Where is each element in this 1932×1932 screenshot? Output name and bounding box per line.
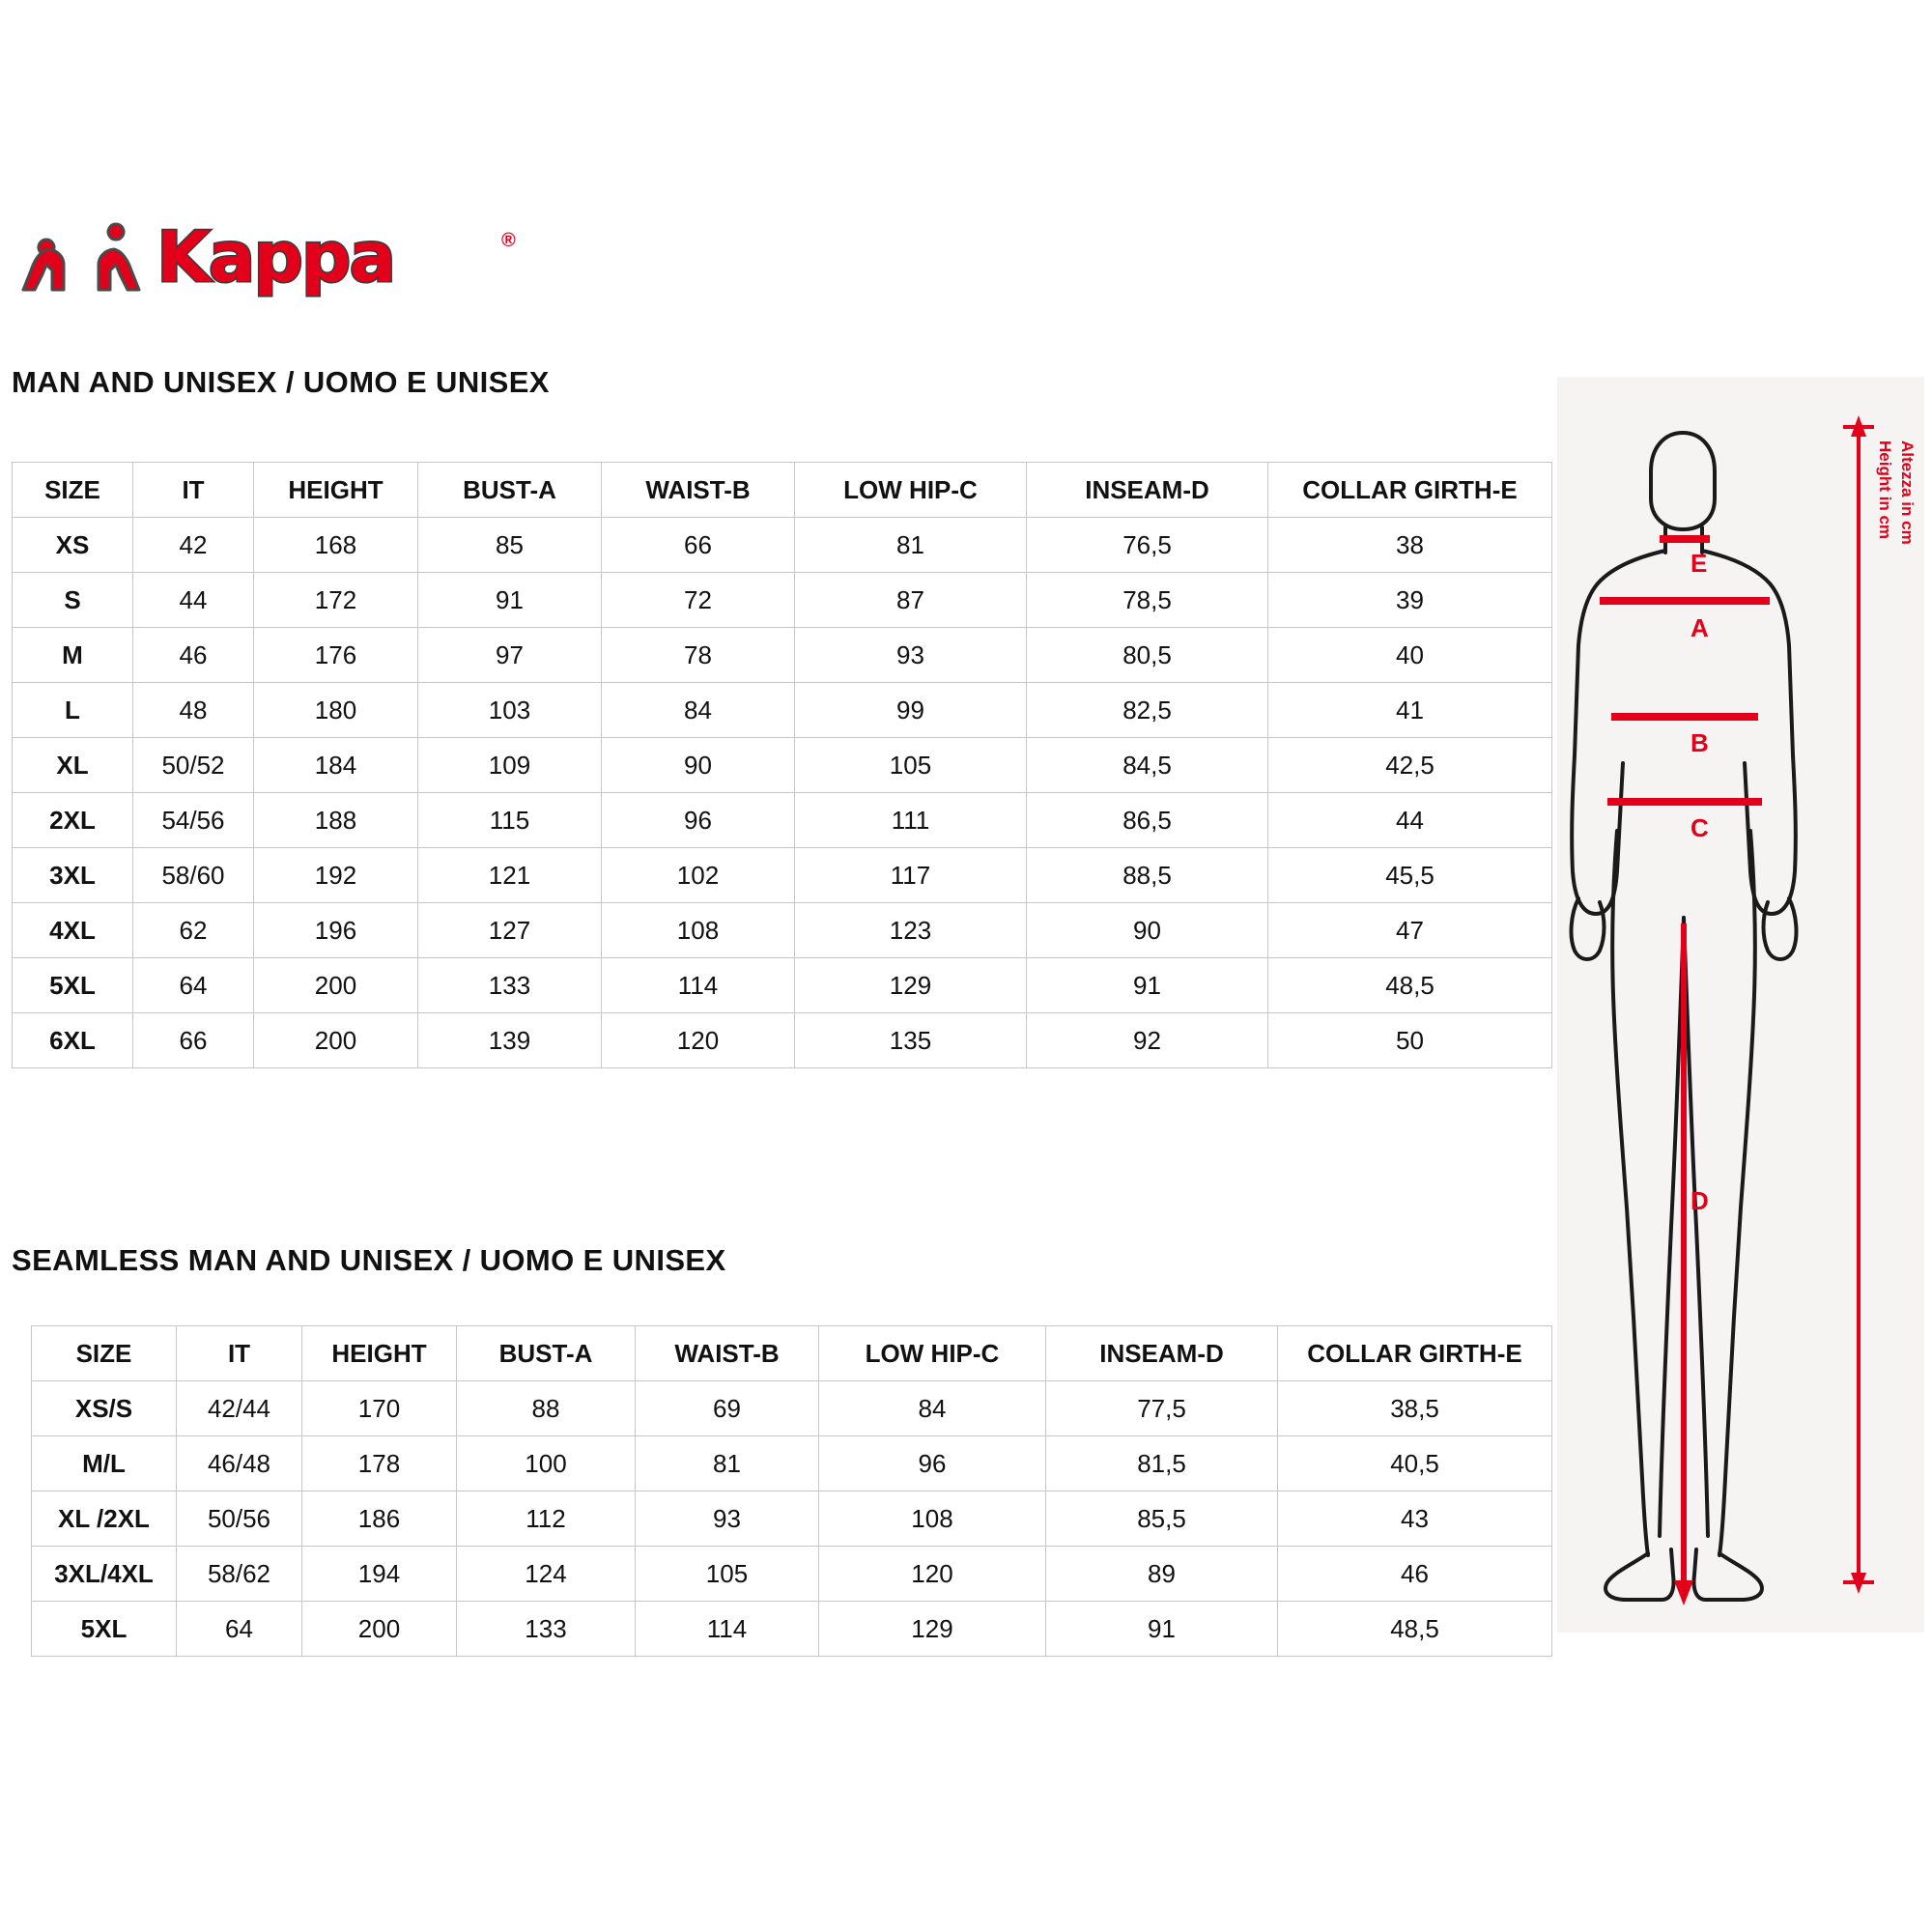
cell-low-hip: 96	[819, 1436, 1046, 1492]
cell-waist: 72	[602, 573, 795, 628]
cell-it: 54/56	[133, 793, 254, 848]
cell-size: 5XL	[13, 958, 133, 1013]
cell-low-hip: 99	[795, 683, 1027, 738]
cell-low-hip: 129	[819, 1602, 1046, 1657]
cell-waist: 78	[602, 628, 795, 683]
cell-size: S	[13, 573, 133, 628]
cell-it: 48	[133, 683, 254, 738]
height-axis-label-it: Altezza in cm	[1898, 440, 1917, 545]
table-row	[13, 628, 1552, 683]
kappa-omini-logo-icon	[14, 220, 149, 294]
cell-low-hip: 129	[795, 958, 1027, 1013]
cell-bust: 109	[418, 738, 602, 793]
size-table-man	[12, 462, 1552, 1068]
cell-it: 46	[133, 628, 254, 683]
column-header: BUST-A	[418, 463, 602, 518]
cell-low-hip: 117	[795, 848, 1027, 903]
cell-inseam: 88,5	[1027, 848, 1268, 903]
table-row	[13, 848, 1552, 903]
column-header: SIZE	[32, 1326, 177, 1381]
cell-inseam: 81,5	[1046, 1436, 1278, 1492]
cell-it: 44	[133, 573, 254, 628]
cell-bust: 103	[418, 683, 602, 738]
cell-size: 3XL/4XL	[32, 1547, 177, 1602]
cell-it: 42/44	[177, 1381, 302, 1436]
cell-height: 196	[254, 903, 418, 958]
cell-inseam: 91	[1027, 958, 1268, 1013]
cell-height: 200	[302, 1602, 457, 1657]
cell-bust: 112	[457, 1492, 636, 1547]
cell-waist: 93	[636, 1492, 819, 1547]
cell-it: 50/56	[177, 1492, 302, 1547]
cell-it: 42	[133, 518, 254, 573]
cell-collar: 48,5	[1278, 1602, 1552, 1657]
cell-collar: 39	[1268, 573, 1552, 628]
column-header: LOW HIP-C	[819, 1326, 1046, 1381]
cell-waist: 102	[602, 848, 795, 903]
cell-inseam: 76,5	[1027, 518, 1268, 573]
cell-size: M	[13, 628, 133, 683]
cell-it: 66	[133, 1013, 254, 1068]
brand-logo	[14, 214, 535, 301]
table-row	[32, 1381, 1552, 1436]
table-row	[13, 1013, 1552, 1068]
cell-size: M/L	[32, 1436, 177, 1492]
cell-waist: 84	[602, 683, 795, 738]
column-header: COLLAR GIRTH-E	[1278, 1326, 1552, 1381]
male-body-measurement-diagram-icon	[1557, 377, 1924, 1633]
cell-it: 58/62	[177, 1547, 302, 1602]
column-header: WAIST-B	[602, 463, 795, 518]
cell-inseam: 86,5	[1027, 793, 1268, 848]
cell-bust: 100	[457, 1436, 636, 1492]
table-row	[32, 1547, 1552, 1602]
cell-waist: 120	[602, 1013, 795, 1068]
section-title-man: MAN AND UNISEX / UOMO E UNISEX	[12, 365, 550, 399]
marker-label-b: B	[1690, 728, 1709, 757]
column-header: SIZE	[13, 463, 133, 518]
table-row	[13, 573, 1552, 628]
cell-bust: 127	[418, 903, 602, 958]
cell-height: 170	[302, 1381, 457, 1436]
cell-bust: 88	[457, 1381, 636, 1436]
cell-low-hip: 123	[795, 903, 1027, 958]
table-row	[32, 1602, 1552, 1657]
cell-low-hip: 81	[795, 518, 1027, 573]
cell-collar: 43	[1278, 1492, 1552, 1547]
cell-size: XL /2XL	[32, 1492, 177, 1547]
cell-height: 186	[302, 1492, 457, 1547]
table-row	[13, 793, 1552, 848]
registered-mark: ®	[501, 230, 516, 251]
cell-it: 58/60	[133, 848, 254, 903]
cell-size: 6XL	[13, 1013, 133, 1068]
cell-collar: 40,5	[1278, 1436, 1552, 1492]
cell-height: 178	[302, 1436, 457, 1492]
cell-collar: 44	[1268, 793, 1552, 848]
cell-it: 64	[133, 958, 254, 1013]
cell-it: 46/48	[177, 1436, 302, 1492]
table-row	[32, 1436, 1552, 1492]
cell-bust: 121	[418, 848, 602, 903]
column-header: WAIST-B	[636, 1326, 819, 1381]
cell-low-hip: 84	[819, 1381, 1046, 1436]
cell-collar: 48,5	[1268, 958, 1552, 1013]
cell-bust: 91	[418, 573, 602, 628]
cell-waist: 105	[636, 1547, 819, 1602]
cell-collar: 41	[1268, 683, 1552, 738]
cell-collar: 40	[1268, 628, 1552, 683]
cell-low-hip: 135	[795, 1013, 1027, 1068]
table-row	[13, 903, 1552, 958]
cell-it: 64	[177, 1602, 302, 1657]
brand-wordmark: Kappa	[156, 216, 395, 298]
cell-it: 50/52	[133, 738, 254, 793]
cell-height: 168	[254, 518, 418, 573]
cell-bust: 124	[457, 1547, 636, 1602]
cell-bust: 115	[418, 793, 602, 848]
cell-waist: 66	[602, 518, 795, 573]
cell-inseam: 91	[1046, 1602, 1278, 1657]
cell-height: 200	[254, 1013, 418, 1068]
cell-waist: 114	[636, 1602, 819, 1657]
cell-size: 3XL	[13, 848, 133, 903]
section-title-seamless: SEAMLESS MAN AND UNISEX / UOMO E UNISEX	[12, 1243, 726, 1277]
cell-waist: 90	[602, 738, 795, 793]
cell-collar: 47	[1268, 903, 1552, 958]
cell-bust: 97	[418, 628, 602, 683]
marker-label-c: C	[1690, 813, 1709, 842]
column-header: IT	[177, 1326, 302, 1381]
column-header: INSEAM-D	[1027, 463, 1268, 518]
cell-bust: 139	[418, 1013, 602, 1068]
cell-waist: 114	[602, 958, 795, 1013]
cell-low-hip: 108	[819, 1492, 1046, 1547]
cell-height: 200	[254, 958, 418, 1013]
table-row	[13, 738, 1552, 793]
cell-inseam: 77,5	[1046, 1381, 1278, 1436]
cell-bust: 85	[418, 518, 602, 573]
cell-waist: 96	[602, 793, 795, 848]
cell-height: 188	[254, 793, 418, 848]
cell-inseam: 78,5	[1027, 573, 1268, 628]
cell-height: 192	[254, 848, 418, 903]
table-row	[13, 518, 1552, 573]
size-table-seamless	[31, 1325, 1552, 1657]
cell-low-hip: 120	[819, 1547, 1046, 1602]
cell-collar: 38	[1268, 518, 1552, 573]
table-row	[13, 683, 1552, 738]
cell-waist: 81	[636, 1436, 819, 1492]
table-row	[32, 1492, 1552, 1547]
height-axis-label-en: Height in cm	[1876, 440, 1894, 540]
marker-label-e: E	[1690, 549, 1708, 578]
cell-collar: 50	[1268, 1013, 1552, 1068]
cell-inseam: 90	[1027, 903, 1268, 958]
cell-height: 172	[254, 573, 418, 628]
table-header-row	[32, 1326, 1552, 1381]
column-header: BUST-A	[457, 1326, 636, 1381]
column-header: IT	[133, 463, 254, 518]
marker-label-d: D	[1690, 1186, 1709, 1215]
cell-low-hip: 87	[795, 573, 1027, 628]
cell-inseam: 92	[1027, 1013, 1268, 1068]
cell-height: 176	[254, 628, 418, 683]
cell-collar: 42,5	[1268, 738, 1552, 793]
cell-inseam: 82,5	[1027, 683, 1268, 738]
cell-low-hip: 111	[795, 793, 1027, 848]
cell-waist: 69	[636, 1381, 819, 1436]
cell-height: 184	[254, 738, 418, 793]
cell-height: 194	[302, 1547, 457, 1602]
cell-inseam: 89	[1046, 1547, 1278, 1602]
cell-size: XL	[13, 738, 133, 793]
cell-low-hip: 105	[795, 738, 1027, 793]
cell-size: L	[13, 683, 133, 738]
cell-height: 180	[254, 683, 418, 738]
table-header-row	[13, 463, 1552, 518]
column-header: HEIGHT	[302, 1326, 457, 1381]
cell-waist: 108	[602, 903, 795, 958]
measurement-figure-panel	[1557, 377, 1924, 1633]
column-header: INSEAM-D	[1046, 1326, 1278, 1381]
column-header: LOW HIP-C	[795, 463, 1027, 518]
cell-low-hip: 93	[795, 628, 1027, 683]
cell-size: XS	[13, 518, 133, 573]
cell-size: XS/S	[32, 1381, 177, 1436]
cell-inseam: 84,5	[1027, 738, 1268, 793]
cell-bust: 133	[418, 958, 602, 1013]
cell-bust: 133	[457, 1602, 636, 1657]
cell-it: 62	[133, 903, 254, 958]
cell-inseam: 85,5	[1046, 1492, 1278, 1547]
cell-collar: 45,5	[1268, 848, 1552, 903]
table-row	[13, 958, 1552, 1013]
cell-size: 5XL	[32, 1602, 177, 1657]
cell-size: 2XL	[13, 793, 133, 848]
cell-size: 4XL	[13, 903, 133, 958]
column-header: COLLAR GIRTH-E	[1268, 463, 1552, 518]
cell-collar: 46	[1278, 1547, 1552, 1602]
cell-collar: 38,5	[1278, 1381, 1552, 1436]
column-header: HEIGHT	[254, 463, 418, 518]
cell-inseam: 80,5	[1027, 628, 1268, 683]
marker-label-a: A	[1690, 613, 1709, 642]
